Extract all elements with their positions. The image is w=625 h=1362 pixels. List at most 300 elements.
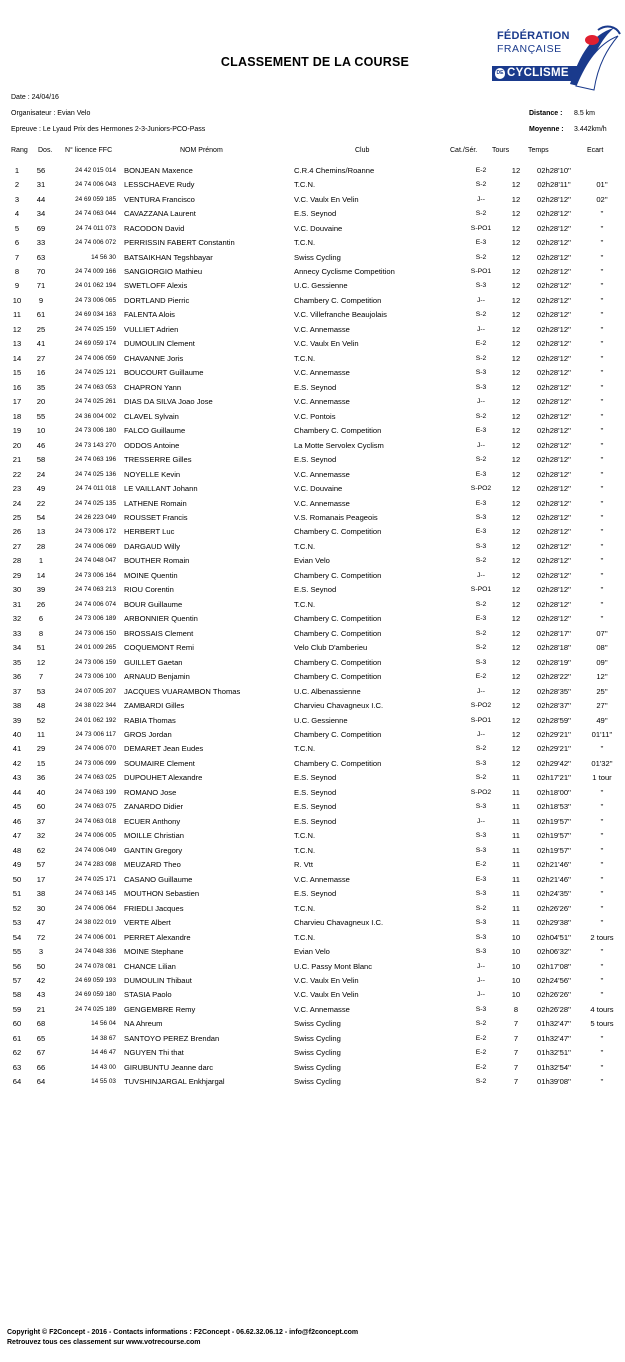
table-row bbox=[6, 293, 622, 307]
cell-tours: 12 bbox=[511, 585, 521, 595]
cell-tours: 12 bbox=[511, 339, 521, 349]
cell-temps: 02h28'35'' bbox=[537, 686, 571, 696]
cell-temps: 02h26'28'' bbox=[537, 1004, 571, 1014]
cell-licence: 24 74 063 145 bbox=[75, 890, 116, 898]
table-row bbox=[6, 930, 622, 944]
cell-club: Swiss Cycling bbox=[294, 1048, 341, 1058]
cell-temps: 02h28'12'' bbox=[537, 570, 571, 580]
cell-ecart: '' bbox=[600, 209, 604, 219]
cell-nom: GUILLET Gaetan bbox=[124, 657, 183, 667]
cell-cat: S-PO2 bbox=[470, 788, 492, 796]
table-row bbox=[6, 944, 622, 958]
cell-cat: S-3 bbox=[475, 542, 487, 550]
cell-tours: 7 bbox=[513, 1033, 519, 1043]
event-name: Epreuve : Le Lyaud Prix des Hermones 2-3-Juniors-PCO-Pass bbox=[11, 126, 206, 133]
cell-ecart: '' bbox=[600, 1077, 604, 1087]
cell-club: V.C. Vaulx En Velin bbox=[294, 194, 359, 204]
cell-club: Chambery C. Competition bbox=[294, 628, 382, 638]
cell-nom: NOYELLE Kevin bbox=[124, 469, 181, 479]
cell-dos: 21 bbox=[36, 1004, 46, 1014]
cell-temps: 02h28'12'' bbox=[537, 252, 571, 262]
cell-temps: 02h29'21'' bbox=[537, 730, 571, 740]
cell-rang: 25 bbox=[12, 512, 22, 522]
cell-temps: 02h28'12'' bbox=[537, 267, 571, 277]
cell-dos: 14 bbox=[36, 570, 46, 580]
cell-temps: 02h28'12'' bbox=[537, 512, 571, 522]
table-row bbox=[6, 395, 622, 409]
table-row bbox=[6, 829, 622, 843]
cell-rang: 22 bbox=[12, 469, 22, 479]
cell-ecart: 1 tour bbox=[592, 773, 612, 783]
cell-tours: 11 bbox=[512, 816, 520, 826]
cell-temps: 02h28'12'' bbox=[537, 382, 571, 392]
cell-rang: 61 bbox=[12, 1033, 22, 1043]
cell-club: Chambery C. Competition bbox=[294, 758, 382, 768]
cell-temps: 02h18'53'' bbox=[537, 802, 571, 812]
table-row bbox=[6, 583, 622, 597]
cell-licence: 14 43 00 bbox=[91, 1063, 116, 1071]
cell-club: V.C. Vaulx En Velin bbox=[294, 975, 359, 985]
cell-club: Evian Velo bbox=[294, 947, 330, 957]
cell-dos: 62 bbox=[36, 845, 46, 855]
cell-licence: 24 73 006 150 bbox=[75, 629, 116, 637]
cell-nom: NA Ahreum bbox=[124, 1019, 163, 1029]
cell-licence: 24 74 011 018 bbox=[75, 485, 116, 493]
cell-licence: 24 74 283 098 bbox=[75, 861, 116, 869]
table-row bbox=[6, 163, 622, 177]
cell-tours: 12 bbox=[511, 281, 521, 291]
cell-ecart: 01'32'' bbox=[591, 758, 613, 768]
cell-temps: 02h29'38'' bbox=[537, 918, 571, 928]
cell-tours: 7 bbox=[513, 1062, 519, 1072]
cell-cat: E-3 bbox=[475, 528, 487, 536]
cell-rang: 24 bbox=[12, 498, 22, 508]
table-row bbox=[6, 322, 622, 336]
cell-ecart: '' bbox=[600, 295, 604, 305]
cell-tours: 12 bbox=[511, 223, 521, 233]
cell-club: Velo Club D'amberieu bbox=[294, 643, 368, 653]
cell-club: T.C.N. bbox=[294, 932, 316, 942]
cell-cat: E-3 bbox=[475, 615, 487, 623]
cell-cat: S-2 bbox=[475, 904, 487, 912]
cell-rang: 8 bbox=[14, 267, 20, 277]
table-row bbox=[6, 1002, 622, 1016]
cell-temps: 02h28'12'' bbox=[537, 295, 571, 305]
cell-club: U.C. Albenassienne bbox=[294, 686, 361, 696]
table-row bbox=[6, 655, 622, 669]
cell-rang: 5 bbox=[14, 223, 20, 233]
cell-club: E.S. Seynod bbox=[294, 802, 337, 812]
cell-tours: 12 bbox=[511, 411, 521, 421]
cell-rang: 16 bbox=[12, 382, 22, 392]
cell-nom: RACODON David bbox=[124, 223, 185, 233]
cell-ecart: 25'' bbox=[596, 686, 608, 696]
cell-nom: RABIA Thomas bbox=[124, 715, 176, 725]
cell-club: T.C.N. bbox=[294, 599, 316, 609]
cell-nom: LESSCHAEVE Rudy bbox=[124, 180, 195, 190]
cell-temps: 02h19'57'' bbox=[537, 845, 571, 855]
table-row bbox=[6, 192, 622, 206]
cell-tours: 12 bbox=[511, 556, 521, 566]
cell-dos: 63 bbox=[36, 252, 46, 262]
cell-cat: S-2 bbox=[475, 1078, 487, 1086]
cell-ecart: '' bbox=[600, 787, 604, 797]
cell-licence: 24 74 009 166 bbox=[75, 268, 116, 276]
cell-rang: 62 bbox=[12, 1048, 22, 1058]
cell-club: Chambery C. Competition bbox=[294, 426, 382, 436]
table-row bbox=[6, 669, 622, 683]
cell-cat: S-2 bbox=[475, 644, 487, 652]
cell-nom: DIAS DA SILVA Joao Jose bbox=[124, 397, 213, 407]
cell-rang: 12 bbox=[12, 324, 22, 334]
cell-tours: 12 bbox=[511, 194, 521, 204]
cell-rang: 53 bbox=[12, 918, 22, 928]
cell-cat: S-3 bbox=[475, 759, 487, 767]
cell-licence: 24 74 006 074 bbox=[75, 600, 116, 608]
cell-tours: 11 bbox=[512, 903, 520, 913]
cell-tours: 12 bbox=[511, 310, 521, 320]
cell-tours: 12 bbox=[511, 701, 521, 711]
cell-ecart: '' bbox=[600, 339, 604, 349]
cell-temps: 02h28'12'' bbox=[537, 469, 571, 479]
cell-nom: GENGEMBRE Remy bbox=[124, 1004, 196, 1014]
cell-ecart: '' bbox=[600, 484, 604, 494]
cell-dos: 57 bbox=[36, 860, 46, 870]
cell-ecart: '' bbox=[600, 223, 604, 233]
cell-club: U.C. Passy Mont Blanc bbox=[294, 961, 373, 971]
cell-temps: 02h29'21'' bbox=[537, 744, 571, 754]
cell-ecart: '' bbox=[600, 975, 604, 985]
cell-dos: 30 bbox=[36, 903, 46, 913]
table-row bbox=[6, 423, 622, 437]
cell-nom: DEMARET Jean Eudes bbox=[124, 744, 204, 754]
cell-nom: MOUTHON Sebastien bbox=[124, 889, 200, 899]
cell-licence: 24 74 063 199 bbox=[75, 788, 116, 796]
table-row bbox=[6, 915, 622, 929]
cell-cat: E-2 bbox=[475, 1063, 487, 1071]
cell-club: E.S. Seynod bbox=[294, 209, 337, 219]
cell-dos: 65 bbox=[36, 1033, 46, 1043]
cell-cat: J-- bbox=[477, 687, 485, 695]
cell-club: Swiss Cycling bbox=[294, 252, 341, 262]
cell-dos: 52 bbox=[36, 715, 46, 725]
header-rang: Rang bbox=[11, 147, 28, 154]
cell-temps: 02h17'08'' bbox=[537, 961, 571, 971]
cell-temps: 02h04'51'' bbox=[537, 932, 571, 942]
cell-rang: 37 bbox=[12, 686, 22, 696]
cell-licence: 24 26 223 049 bbox=[75, 513, 116, 521]
cell-dos: 71 bbox=[36, 281, 46, 291]
logo-line3: CYCLISME bbox=[507, 67, 569, 79]
cell-cat: E-2 bbox=[475, 861, 487, 869]
page-title: CLASSEMENT DE LA COURSE bbox=[220, 55, 410, 69]
cell-nom: VENTURA Francisco bbox=[124, 194, 195, 204]
cell-licence: 24 74 025 121 bbox=[75, 369, 116, 377]
cell-rang: 23 bbox=[12, 484, 22, 494]
cell-ecart: '' bbox=[600, 889, 604, 899]
cell-ecart: '' bbox=[600, 947, 604, 957]
cell-club: V.C. Vaulx En Velin bbox=[294, 990, 359, 1000]
cell-dos: 28 bbox=[36, 541, 46, 551]
cell-nom: SOUMAIRE Clement bbox=[124, 758, 195, 768]
cell-dos: 55 bbox=[36, 411, 46, 421]
cell-cat: S-2 bbox=[475, 253, 487, 261]
cell-club: T.C.N. bbox=[294, 353, 316, 363]
cell-ecart: '' bbox=[600, 512, 604, 522]
cell-licence: 24 73 006 099 bbox=[75, 759, 116, 767]
cell-tours: 12 bbox=[511, 440, 521, 450]
table-row bbox=[6, 1075, 622, 1089]
cell-club: T.C.N. bbox=[294, 845, 316, 855]
cell-temps: 02h28'11'' bbox=[537, 180, 571, 190]
cell-rang: 33 bbox=[12, 628, 22, 638]
table-row bbox=[6, 727, 622, 741]
cell-licence: 24 01 062 192 bbox=[75, 716, 116, 724]
cell-ecart: '' bbox=[600, 556, 604, 566]
cell-rang: 63 bbox=[12, 1062, 22, 1072]
cell-cat: S-3 bbox=[475, 803, 487, 811]
cell-rang: 18 bbox=[12, 411, 22, 421]
cell-tours: 12 bbox=[511, 643, 521, 653]
cell-rang: 39 bbox=[12, 715, 22, 725]
cell-rang: 9 bbox=[14, 281, 20, 291]
cell-rang: 20 bbox=[12, 440, 22, 450]
cell-cat: E-3 bbox=[475, 239, 487, 247]
cell-cat: S-2 bbox=[475, 774, 487, 782]
cell-dos: 51 bbox=[36, 643, 46, 653]
cell-tours: 12 bbox=[511, 744, 521, 754]
cell-nom: ROUSSET Francis bbox=[124, 512, 188, 522]
cell-ecart: 12'' bbox=[596, 672, 608, 682]
cell-nom: MOINE Stephane bbox=[124, 947, 184, 957]
cell-dos: 54 bbox=[36, 512, 46, 522]
cell-rang: 14 bbox=[12, 353, 22, 363]
cell-dos: 17 bbox=[36, 874, 46, 884]
cell-licence: 24 74 048 047 bbox=[75, 557, 116, 565]
cell-ecart: '' bbox=[600, 744, 604, 754]
cell-tours: 12 bbox=[511, 498, 521, 508]
cell-licence: 24 73 006 189 bbox=[75, 615, 116, 623]
cell-dos: 1 bbox=[38, 556, 44, 566]
cell-rang: 50 bbox=[12, 874, 22, 884]
cell-cat: S-3 bbox=[475, 658, 487, 666]
cell-tours: 11 bbox=[512, 787, 520, 797]
cell-dos: 67 bbox=[36, 1048, 46, 1058]
cell-cat: S-3 bbox=[475, 1005, 487, 1013]
cell-temps: 02h28'12'' bbox=[537, 498, 571, 508]
cell-dos: 33 bbox=[36, 238, 46, 248]
cell-rang: 41 bbox=[12, 744, 22, 754]
cell-cat: E-2 bbox=[475, 673, 487, 681]
cell-licence: 24 74 011 073 bbox=[75, 224, 116, 232]
cell-nom: DUPOUHET Alexandre bbox=[124, 773, 203, 783]
cell-dos: 8 bbox=[38, 628, 44, 638]
cell-ecart: '' bbox=[600, 1033, 604, 1043]
cell-dos: 60 bbox=[36, 802, 46, 812]
cell-cat: S-PO2 bbox=[470, 485, 492, 493]
cell-nom: SANTOYO PEREZ Brendan bbox=[124, 1033, 220, 1043]
cell-cat: S-2 bbox=[475, 456, 487, 464]
cell-ecart: '' bbox=[600, 816, 604, 826]
cell-ecart: '' bbox=[600, 990, 604, 1000]
cell-ecart: 4 tours bbox=[590, 1004, 614, 1014]
cell-cat: S-3 bbox=[475, 832, 487, 840]
cell-cat: J-- bbox=[477, 325, 485, 333]
cell-club: V.C. Douvaine bbox=[294, 484, 343, 494]
cell-club: V.C. Douvaine bbox=[294, 223, 343, 233]
cell-temps: 02h28'12'' bbox=[537, 411, 571, 421]
cell-nom: CAVAZZANA Laurent bbox=[124, 209, 196, 219]
table-row bbox=[6, 409, 622, 423]
cell-tours: 11 bbox=[512, 831, 520, 841]
cell-club: U.C. Gessienne bbox=[294, 715, 348, 725]
cell-club: C.R.4 Chemins/Roanne bbox=[294, 165, 375, 175]
cell-temps: 02h28'10'' bbox=[537, 165, 571, 175]
cell-cat: S-3 bbox=[475, 846, 487, 854]
cell-temps: 01h32'54'' bbox=[537, 1062, 571, 1072]
cell-club: Chambery C. Competition bbox=[294, 527, 382, 537]
cell-licence: 24 74 063 053 bbox=[75, 383, 116, 391]
cell-temps: 02h28'12'' bbox=[537, 541, 571, 551]
cell-ecart: '' bbox=[600, 845, 604, 855]
footer-copyright: Copyright © F2Concept - 2016 - Contacts informations : F2Concept - 06.62.32.06.12 - info@f2concept.com bbox=[7, 1329, 359, 1336]
cell-tours: 10 bbox=[511, 947, 521, 957]
cell-ecart: '' bbox=[600, 961, 604, 971]
cell-rang: 32 bbox=[12, 614, 22, 624]
table-row bbox=[6, 785, 622, 799]
table-row bbox=[6, 525, 622, 539]
cell-licence: 24 73 006 172 bbox=[75, 528, 116, 536]
cell-licence: 24 74 078 081 bbox=[75, 962, 116, 970]
cell-temps: 02h28'12'' bbox=[537, 440, 571, 450]
table-row bbox=[6, 1017, 622, 1031]
cell-ecart: '' bbox=[600, 599, 604, 609]
results-body bbox=[6, 163, 622, 1089]
cell-nom: ECUER Anthony bbox=[124, 816, 181, 826]
cell-rang: 10 bbox=[12, 295, 22, 305]
cell-dos: 3 bbox=[38, 947, 44, 957]
cell-tours: 12 bbox=[511, 672, 521, 682]
table-row bbox=[6, 308, 622, 322]
cell-nom: ODDOS Antoine bbox=[124, 440, 180, 450]
cell-rang: 26 bbox=[12, 527, 22, 537]
footer-website: Retrouvez tous ces classement sur www.votrecourse.com bbox=[7, 1339, 201, 1346]
cell-rang: 36 bbox=[12, 672, 22, 682]
table-row bbox=[6, 886, 622, 900]
cell-temps: 02h28'12'' bbox=[537, 223, 571, 233]
cell-tours: 7 bbox=[513, 1077, 519, 1087]
cell-club: Chambery C. Competition bbox=[294, 657, 382, 667]
cell-temps: 01h39'08'' bbox=[537, 1077, 571, 1087]
cell-cat: E-2 bbox=[475, 1034, 487, 1042]
cell-tours: 12 bbox=[511, 469, 521, 479]
cell-ecart: '' bbox=[600, 874, 604, 884]
cell-dos: 40 bbox=[36, 787, 46, 797]
cell-tours: 10 bbox=[511, 975, 521, 985]
cell-temps: 02h28'12'' bbox=[537, 194, 571, 204]
cell-licence: 24 69 059 174 bbox=[75, 340, 116, 348]
cell-nom: CHANCE Lilian bbox=[124, 961, 176, 971]
cell-cat: J-- bbox=[477, 731, 485, 739]
cell-dos: 13 bbox=[36, 527, 46, 537]
cell-club: T.C.N. bbox=[294, 831, 316, 841]
cell-club: E.S. Seynod bbox=[294, 382, 337, 392]
cell-rang: 51 bbox=[12, 889, 22, 899]
cell-nom: JACQUES VUARAMBON Thomas bbox=[124, 686, 241, 696]
cell-tours: 7 bbox=[513, 1019, 519, 1029]
footer bbox=[7, 1328, 358, 1348]
cell-licence: 14 56 04 bbox=[91, 1020, 116, 1028]
cell-ecart: '' bbox=[600, 1048, 604, 1058]
cell-rang: 6 bbox=[14, 238, 20, 248]
table-row bbox=[6, 351, 622, 365]
cell-licence: 24 73 006 164 bbox=[75, 571, 116, 579]
table-row bbox=[6, 568, 622, 582]
cell-nom: LE VAILLANT Johann bbox=[124, 484, 198, 494]
cell-temps: 02h19'57'' bbox=[537, 831, 571, 841]
cell-nom: HERBERT Luc bbox=[124, 527, 175, 537]
cell-tours: 11 bbox=[512, 845, 520, 855]
cell-club: Annecy Cyclisme Competition bbox=[294, 267, 395, 277]
table-row bbox=[6, 626, 622, 640]
cyclist-swoosh-icon bbox=[562, 24, 622, 92]
cell-club: Chambery C. Competition bbox=[294, 570, 382, 580]
cell-nom: PERRET Alexandre bbox=[124, 932, 191, 942]
table-row bbox=[6, 467, 622, 481]
cell-tours: 12 bbox=[511, 353, 521, 363]
table-row bbox=[6, 510, 622, 524]
cell-nom: ARNAUD Benjamin bbox=[124, 672, 190, 682]
cell-temps: 01h32'47'' bbox=[537, 1019, 571, 1029]
cell-cat: S-2 bbox=[475, 745, 487, 753]
cell-cat: S-3 bbox=[475, 948, 487, 956]
header-cat: Cat./Sér. bbox=[450, 147, 478, 154]
cell-dos: 61 bbox=[36, 310, 46, 320]
cell-cat: E-2 bbox=[475, 166, 487, 174]
cell-nom: SANGIORGIO Mathieu bbox=[124, 267, 203, 277]
table-row bbox=[6, 496, 622, 510]
cell-ecart: '' bbox=[600, 498, 604, 508]
cell-nom: DUMOULIN Thibaut bbox=[124, 975, 192, 985]
cell-tours: 8 bbox=[513, 1004, 519, 1014]
cell-club: Charvieu Chavagneux I.C. bbox=[294, 701, 384, 711]
cell-ecart: '' bbox=[600, 831, 604, 841]
cell-nom: MOINE Quentin bbox=[124, 570, 178, 580]
cell-temps: 02h28'12'' bbox=[537, 310, 571, 320]
cell-ecart: '' bbox=[600, 469, 604, 479]
cell-licence: 24 69 059 180 bbox=[75, 991, 116, 999]
cell-tours: 12 bbox=[511, 382, 521, 392]
table-row bbox=[6, 858, 622, 872]
cell-temps: 02h26'26'' bbox=[537, 903, 571, 913]
cell-temps: 02h28'22'' bbox=[537, 672, 571, 682]
cell-cat: E-3 bbox=[475, 875, 487, 883]
cell-licence: 24 36 004 002 bbox=[75, 412, 116, 420]
cell-tours: 12 bbox=[511, 180, 521, 190]
cell-temps: 02h18'00'' bbox=[537, 787, 571, 797]
ffc-logo bbox=[492, 22, 622, 94]
cell-ecart: '' bbox=[600, 802, 604, 812]
cell-rang: 2 bbox=[14, 180, 20, 190]
cell-nom: ZAMBARDI Gilles bbox=[124, 701, 185, 711]
cell-dos: 11 bbox=[37, 730, 45, 740]
cell-licence: 24 73 006 159 bbox=[75, 658, 116, 666]
logo-line2: FRANÇAISE bbox=[497, 43, 562, 55]
cell-ecart: '' bbox=[600, 455, 604, 465]
cell-licence: 24 73 006 100 bbox=[75, 673, 116, 681]
cell-rang: 45 bbox=[12, 802, 22, 812]
cell-licence: 24 74 006 001 bbox=[75, 933, 116, 941]
